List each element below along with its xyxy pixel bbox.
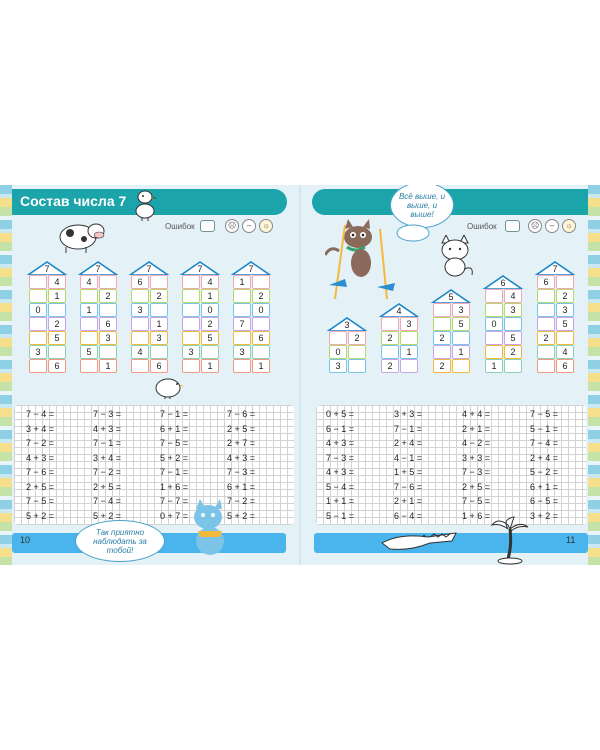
house-row [233, 303, 269, 317]
house-row [433, 331, 469, 345]
answer-cell[interactable] [29, 275, 47, 289]
house-row [381, 317, 417, 331]
house-number: 4 [396, 306, 402, 316]
given-cell: 6 [252, 331, 270, 345]
answer-cell[interactable] [400, 359, 418, 373]
given-cell: 4 [48, 275, 66, 289]
exercise[interactable]: 7 − 1 = [394, 423, 423, 434]
answer-cell[interactable] [252, 275, 270, 289]
house-row [329, 359, 365, 373]
answer-cell[interactable] [485, 303, 503, 317]
given-cell: 3 [329, 359, 347, 373]
answer-cell[interactable] [80, 317, 98, 331]
house-row [233, 275, 269, 289]
house-row [381, 345, 417, 359]
given-cell: 2 [504, 345, 522, 359]
exercise[interactable]: 2 + 4 = [530, 452, 559, 463]
given-cell: 2 [537, 331, 555, 345]
sad-face-icon-right: ☹ [528, 219, 542, 233]
exercise[interactable]: 7 − 1 = [160, 467, 189, 477]
house-row [131, 317, 167, 331]
exercise[interactable]: 7 − 6 = [394, 481, 423, 492]
errors-box-left[interactable] [200, 220, 215, 232]
given-cell: 5 [201, 331, 219, 345]
number-house [378, 303, 420, 375]
house-row [233, 289, 269, 303]
answer-cell[interactable] [99, 303, 117, 317]
house-row [233, 359, 269, 373]
exercise[interactable]: 2 + 5 = [227, 423, 256, 434]
given-cell: 1 [201, 289, 219, 303]
answer-cell[interactable] [29, 317, 47, 331]
house-row [80, 317, 116, 331]
exercise[interactable]: 7 − 4 = [26, 409, 55, 419]
exercise[interactable]: 7 − 6 = [227, 409, 256, 419]
house-row [485, 345, 521, 359]
house-row [182, 317, 218, 331]
number-house [77, 261, 119, 375]
exercise[interactable]: 2 + 5 = [26, 481, 55, 492]
given-cell: 6 [131, 275, 149, 289]
answer-cell[interactable] [182, 303, 200, 317]
exercise[interactable]: 1 + 1 = [326, 496, 355, 506]
given-cell: 4 [131, 345, 149, 359]
exercise[interactable]: 7 − 2 = [26, 438, 55, 448]
house-number: 7 [44, 264, 50, 274]
exercise[interactable]: 7 − 1 = [93, 438, 122, 448]
answer-cell[interactable] [80, 331, 98, 345]
given-cell: 2 [381, 359, 399, 373]
house-number: 7 [146, 264, 152, 274]
exercise[interactable]: 7 − 2 = [227, 496, 256, 506]
answer-cell[interactable] [252, 345, 270, 359]
given-cell: 1 [150, 317, 168, 331]
right-page-number: 11 [566, 535, 576, 545]
answer-cell[interactable] [233, 331, 251, 345]
answer-cell[interactable] [252, 317, 270, 331]
answer-cell[interactable] [556, 275, 574, 289]
answer-cell[interactable] [348, 359, 366, 373]
house-row [537, 317, 573, 331]
given-cell: 0 [485, 317, 503, 331]
blue-cat-icon [186, 497, 236, 557]
exercise[interactable]: 4 + 3 = [227, 452, 256, 463]
palm-tree-icon [490, 515, 530, 565]
answer-cell[interactable] [485, 345, 503, 359]
given-cell: 1 [99, 359, 117, 373]
errors-box-right[interactable] [505, 220, 520, 232]
given-cell: 3 [452, 303, 470, 317]
speech-bottom-text: Так приятно наблюдать за тобой! [93, 527, 147, 555]
answer-cell[interactable] [329, 331, 347, 345]
answer-cell[interactable] [182, 331, 200, 345]
given-cell: 3 [131, 303, 149, 317]
exercise[interactable]: 1 + 6 = [462, 510, 491, 521]
given-cell: 6 [99, 317, 117, 331]
house-row [537, 289, 573, 303]
exercise[interactable]: 3 + 3 = [394, 409, 423, 419]
house-row [29, 345, 65, 359]
exercise[interactable]: 7 − 3 = [462, 467, 491, 477]
given-cell: 2 [348, 331, 366, 345]
answer-cell[interactable] [348, 345, 366, 359]
given-cell: 5 [48, 331, 66, 345]
exercise[interactable]: 4 + 3 = [26, 452, 55, 463]
exercise[interactable]: 5 + 2 = [227, 510, 256, 521]
given-cell: 1 [400, 345, 418, 359]
exercise[interactable]: 2 + 4 = [394, 438, 423, 448]
house-row [433, 345, 469, 359]
given-cell: 1 [252, 359, 270, 373]
house-row [485, 331, 521, 345]
given-cell: 2 [150, 289, 168, 303]
exercise[interactable]: 7 − 5 = [26, 496, 55, 506]
speech-top-text: Всё выше, и выше, и выше! [398, 191, 446, 219]
answer-cell[interactable] [29, 289, 47, 303]
answer-cell[interactable] [537, 303, 555, 317]
house-row [29, 289, 65, 303]
sun-icon-right: ☼ [562, 219, 576, 233]
house-number: 7 [95, 264, 101, 274]
house-row [485, 303, 521, 317]
exercise[interactable]: 7 − 3 = [326, 452, 355, 463]
number-house [482, 275, 524, 375]
number-house [430, 289, 472, 375]
given-cell: 2 [48, 317, 66, 331]
exercise[interactable]: 5 − 1 = [530, 423, 559, 434]
answer-cell[interactable] [150, 275, 168, 289]
answer-cell[interactable] [537, 289, 555, 303]
given-cell: 6 [48, 359, 66, 373]
given-cell: 1 [452, 345, 470, 359]
exercise[interactable]: 7 − 7 = [160, 496, 189, 506]
exercise[interactable]: 7 − 5 = [462, 496, 491, 506]
answer-cell[interactable] [233, 289, 251, 303]
house-row [233, 331, 269, 345]
exercise[interactable]: 7 − 4 = [530, 438, 559, 448]
number-house [128, 261, 170, 375]
exercise[interactable]: 5 − 4 = [326, 481, 355, 492]
answer-cell[interactable] [537, 317, 555, 331]
given-cell: 3 [29, 345, 47, 359]
house-row [182, 303, 218, 317]
given-cell: 3 [182, 345, 200, 359]
house-row [80, 331, 116, 345]
given-cell: 2 [556, 289, 574, 303]
bird-icon [132, 185, 158, 221]
speech-bubble-bottom [75, 520, 165, 562]
cloud-icon [396, 223, 430, 243]
house-row [537, 303, 573, 317]
house-row [29, 331, 65, 345]
answer-cell[interactable] [381, 317, 399, 331]
house-row [131, 275, 167, 289]
exercise[interactable]: 6 − 5 = [530, 496, 559, 506]
house-row [381, 359, 417, 373]
answer-cell[interactable] [537, 345, 555, 359]
house-row [131, 289, 167, 303]
given-cell: 5 [452, 317, 470, 331]
house-row [537, 345, 573, 359]
house-row [80, 303, 116, 317]
house-row [80, 359, 116, 373]
answer-cell[interactable] [29, 331, 47, 345]
hen-icon [152, 375, 186, 399]
exercise[interactable]: 6 − 4 = [394, 510, 423, 521]
exercise[interactable]: 6 − 1 = [326, 423, 355, 434]
answer-cell[interactable] [400, 331, 418, 345]
answer-cell[interactable] [485, 289, 503, 303]
house-row [433, 303, 469, 317]
given-cell: 2 [433, 331, 451, 345]
answer-cell[interactable] [504, 359, 522, 373]
answer-cell[interactable] [29, 359, 47, 373]
house-row [182, 345, 218, 359]
given-cell: 5 [556, 317, 574, 331]
right-decor-strip [588, 185, 600, 565]
given-cell: 1 [201, 359, 219, 373]
exercise[interactable]: 2 + 5 = [462, 481, 491, 492]
house-row [537, 331, 573, 345]
exercise[interactable]: 5 − 2 = [530, 467, 559, 477]
answer-cell[interactable] [433, 345, 451, 359]
house-row [29, 359, 65, 373]
given-cell: 2 [99, 289, 117, 303]
given-cell: 0 [29, 303, 47, 317]
house-row [80, 275, 116, 289]
exercise[interactable]: 7 − 2 = [93, 467, 122, 477]
given-cell: 3 [504, 303, 522, 317]
exercise[interactable]: 0 + 7 = [160, 510, 189, 521]
answer-cell[interactable] [182, 289, 200, 303]
house-row [182, 275, 218, 289]
house-row [485, 289, 521, 303]
answer-cell[interactable] [433, 317, 451, 331]
given-cell: 4 [80, 275, 98, 289]
given-cell: 6 [150, 359, 168, 373]
house-row [537, 359, 573, 373]
neutral-face-icon-right: – [545, 219, 559, 233]
exercise[interactable]: 4 − 1 = [394, 452, 423, 463]
house-number: 5 [448, 292, 454, 302]
exercise[interactable]: 3 + 4 = [26, 423, 55, 434]
answer-cell[interactable] [182, 275, 200, 289]
given-cell: 4 [504, 289, 522, 303]
given-cell: 0 [329, 345, 347, 359]
left-decor-strip [0, 185, 12, 565]
given-cell: 3 [99, 331, 117, 345]
exercise[interactable]: 3 + 3 = [462, 452, 491, 463]
answer-cell[interactable] [201, 345, 219, 359]
exercise[interactable]: 7 − 5 = [160, 438, 189, 448]
exercise[interactable]: 2 + 1 = [394, 496, 423, 506]
house-row [537, 275, 573, 289]
stilt-cat-icon [325, 215, 405, 300]
answer-cell[interactable] [233, 303, 251, 317]
exercise[interactable]: 1 + 6 = [160, 481, 189, 492]
given-cell: 2 [433, 359, 451, 373]
exercise[interactable]: 3 + 2 = [530, 510, 559, 521]
answer-cell[interactable] [131, 331, 149, 345]
answer-cell[interactable] [80, 359, 98, 373]
house-row [381, 331, 417, 345]
exercise[interactable]: 7 − 5 = [530, 409, 559, 419]
given-cell: 4 [556, 345, 574, 359]
given-cell: 7 [233, 317, 251, 331]
answer-cell[interactable] [80, 289, 98, 303]
house-row [233, 345, 269, 359]
house-row [433, 359, 469, 373]
left-page-number: 10 [20, 535, 31, 545]
exercise[interactable]: 4 + 4 = [462, 409, 491, 419]
given-cell: 5 [80, 345, 98, 359]
exercise[interactable]: 6 + 1 = [160, 423, 189, 434]
answer-cell[interactable] [131, 359, 149, 373]
exercise[interactable]: 4 + 3 = [326, 467, 355, 477]
number-house [534, 261, 576, 375]
house-row [131, 303, 167, 317]
given-cell: 1 [48, 289, 66, 303]
answer-cell[interactable] [150, 345, 168, 359]
house-row [80, 345, 116, 359]
given-cell: 2 [381, 331, 399, 345]
answer-cell[interactable] [131, 317, 149, 331]
given-cell: 0 [252, 303, 270, 317]
given-cell: 3 [233, 345, 251, 359]
given-cell: 2 [201, 317, 219, 331]
errors-label-left: Ошибок [165, 222, 195, 231]
house-row [433, 317, 469, 331]
house-number: 3 [344, 320, 350, 330]
exercise[interactable]: 7 − 1 = [160, 409, 189, 419]
given-cell: 3 [556, 303, 574, 317]
house-row [182, 289, 218, 303]
answer-cell[interactable] [48, 345, 66, 359]
answer-cell[interactable] [485, 331, 503, 345]
exercise[interactable]: 0 + 5 = [326, 409, 355, 419]
house-row [29, 275, 65, 289]
exercise[interactable]: 5 + 2 = [26, 510, 55, 521]
answer-cell[interactable] [433, 303, 451, 317]
crocodile-icon [380, 525, 460, 553]
neutral-face-icon: – [242, 219, 256, 233]
exercise[interactable]: 3 + 4 = [93, 452, 122, 463]
house-row [485, 317, 521, 331]
house-row [131, 359, 167, 373]
number-house [230, 261, 272, 375]
answer-cell[interactable] [452, 331, 470, 345]
given-cell: 3 [400, 317, 418, 331]
given-cell: 5 [504, 331, 522, 345]
given-cell: 0 [201, 303, 219, 317]
given-cell: 1 [485, 359, 503, 373]
exercise[interactable]: 7 − 3 = [93, 409, 122, 419]
page-spine [299, 185, 301, 565]
number-house [26, 261, 68, 375]
exercise[interactable]: 7 − 6 = [26, 467, 55, 477]
sun-icon: ☼ [259, 219, 273, 233]
house-row [29, 317, 65, 331]
answer-cell[interactable] [131, 289, 149, 303]
answer-cell[interactable] [556, 331, 574, 345]
answer-cell[interactable] [48, 303, 66, 317]
page-title: Состав числа 7 [20, 193, 127, 209]
exercise[interactable]: 6 + 1 = [227, 481, 256, 492]
answer-cell[interactable] [150, 303, 168, 317]
house-row [182, 359, 218, 373]
house-row [329, 345, 365, 359]
given-cell: 6 [537, 275, 555, 289]
answer-cell[interactable] [537, 359, 555, 373]
answer-cell[interactable] [182, 359, 200, 373]
house-row [131, 331, 167, 345]
house-row [131, 345, 167, 359]
house-row [182, 331, 218, 345]
sad-face-icon: ☹ [225, 219, 239, 233]
exercise[interactable]: 4 + 3 = [326, 438, 355, 448]
house-row [29, 303, 65, 317]
workbook-spread [0, 185, 600, 565]
house-number: 7 [197, 264, 203, 274]
house-row [485, 359, 521, 373]
exercise[interactable]: 5 + 2 = [93, 510, 122, 521]
exercise[interactable]: 7 − 3 = [227, 467, 256, 477]
raccoon-icon [436, 235, 476, 277]
house-row [80, 289, 116, 303]
number-house [326, 317, 368, 375]
number-house [179, 261, 221, 375]
exercise[interactable]: 2 + 5 = [93, 481, 122, 492]
exercise[interactable]: 5 − 1 = [326, 510, 355, 521]
given-cell: 3 [150, 331, 168, 345]
house-number: 7 [552, 264, 558, 274]
answer-cell[interactable] [381, 345, 399, 359]
exercise[interactable]: 2 + 7 = [227, 438, 256, 448]
exercise[interactable]: 4 − 2 = [462, 438, 491, 448]
given-cell: 1 [233, 275, 251, 289]
answer-cell[interactable] [504, 317, 522, 331]
house-number: 6 [500, 278, 506, 288]
exercise[interactable]: 5 + 2 = [160, 452, 189, 463]
exercise[interactable]: 4 + 3 = [93, 423, 122, 434]
house-row [233, 317, 269, 331]
answer-cell[interactable] [99, 275, 117, 289]
answer-cell[interactable] [452, 359, 470, 373]
given-cell: 1 [80, 303, 98, 317]
house-number: 7 [248, 264, 254, 274]
exercise[interactable]: 6 + 1 = [530, 481, 559, 492]
exercise[interactable]: 7 − 4 = [93, 496, 122, 506]
answer-cell[interactable] [99, 345, 117, 359]
answer-cell[interactable] [182, 317, 200, 331]
cow-icon [56, 217, 106, 253]
house-row [329, 331, 365, 345]
given-cell: 4 [201, 275, 219, 289]
answer-cell[interactable] [233, 359, 251, 373]
exercise[interactable]: 1 + 5 = [394, 467, 423, 477]
errors-label-right: Ошибок [467, 222, 497, 231]
given-cell: 6 [556, 359, 574, 373]
given-cell: 2 [252, 289, 270, 303]
exercise[interactable]: 2 + 1 = [462, 423, 491, 434]
